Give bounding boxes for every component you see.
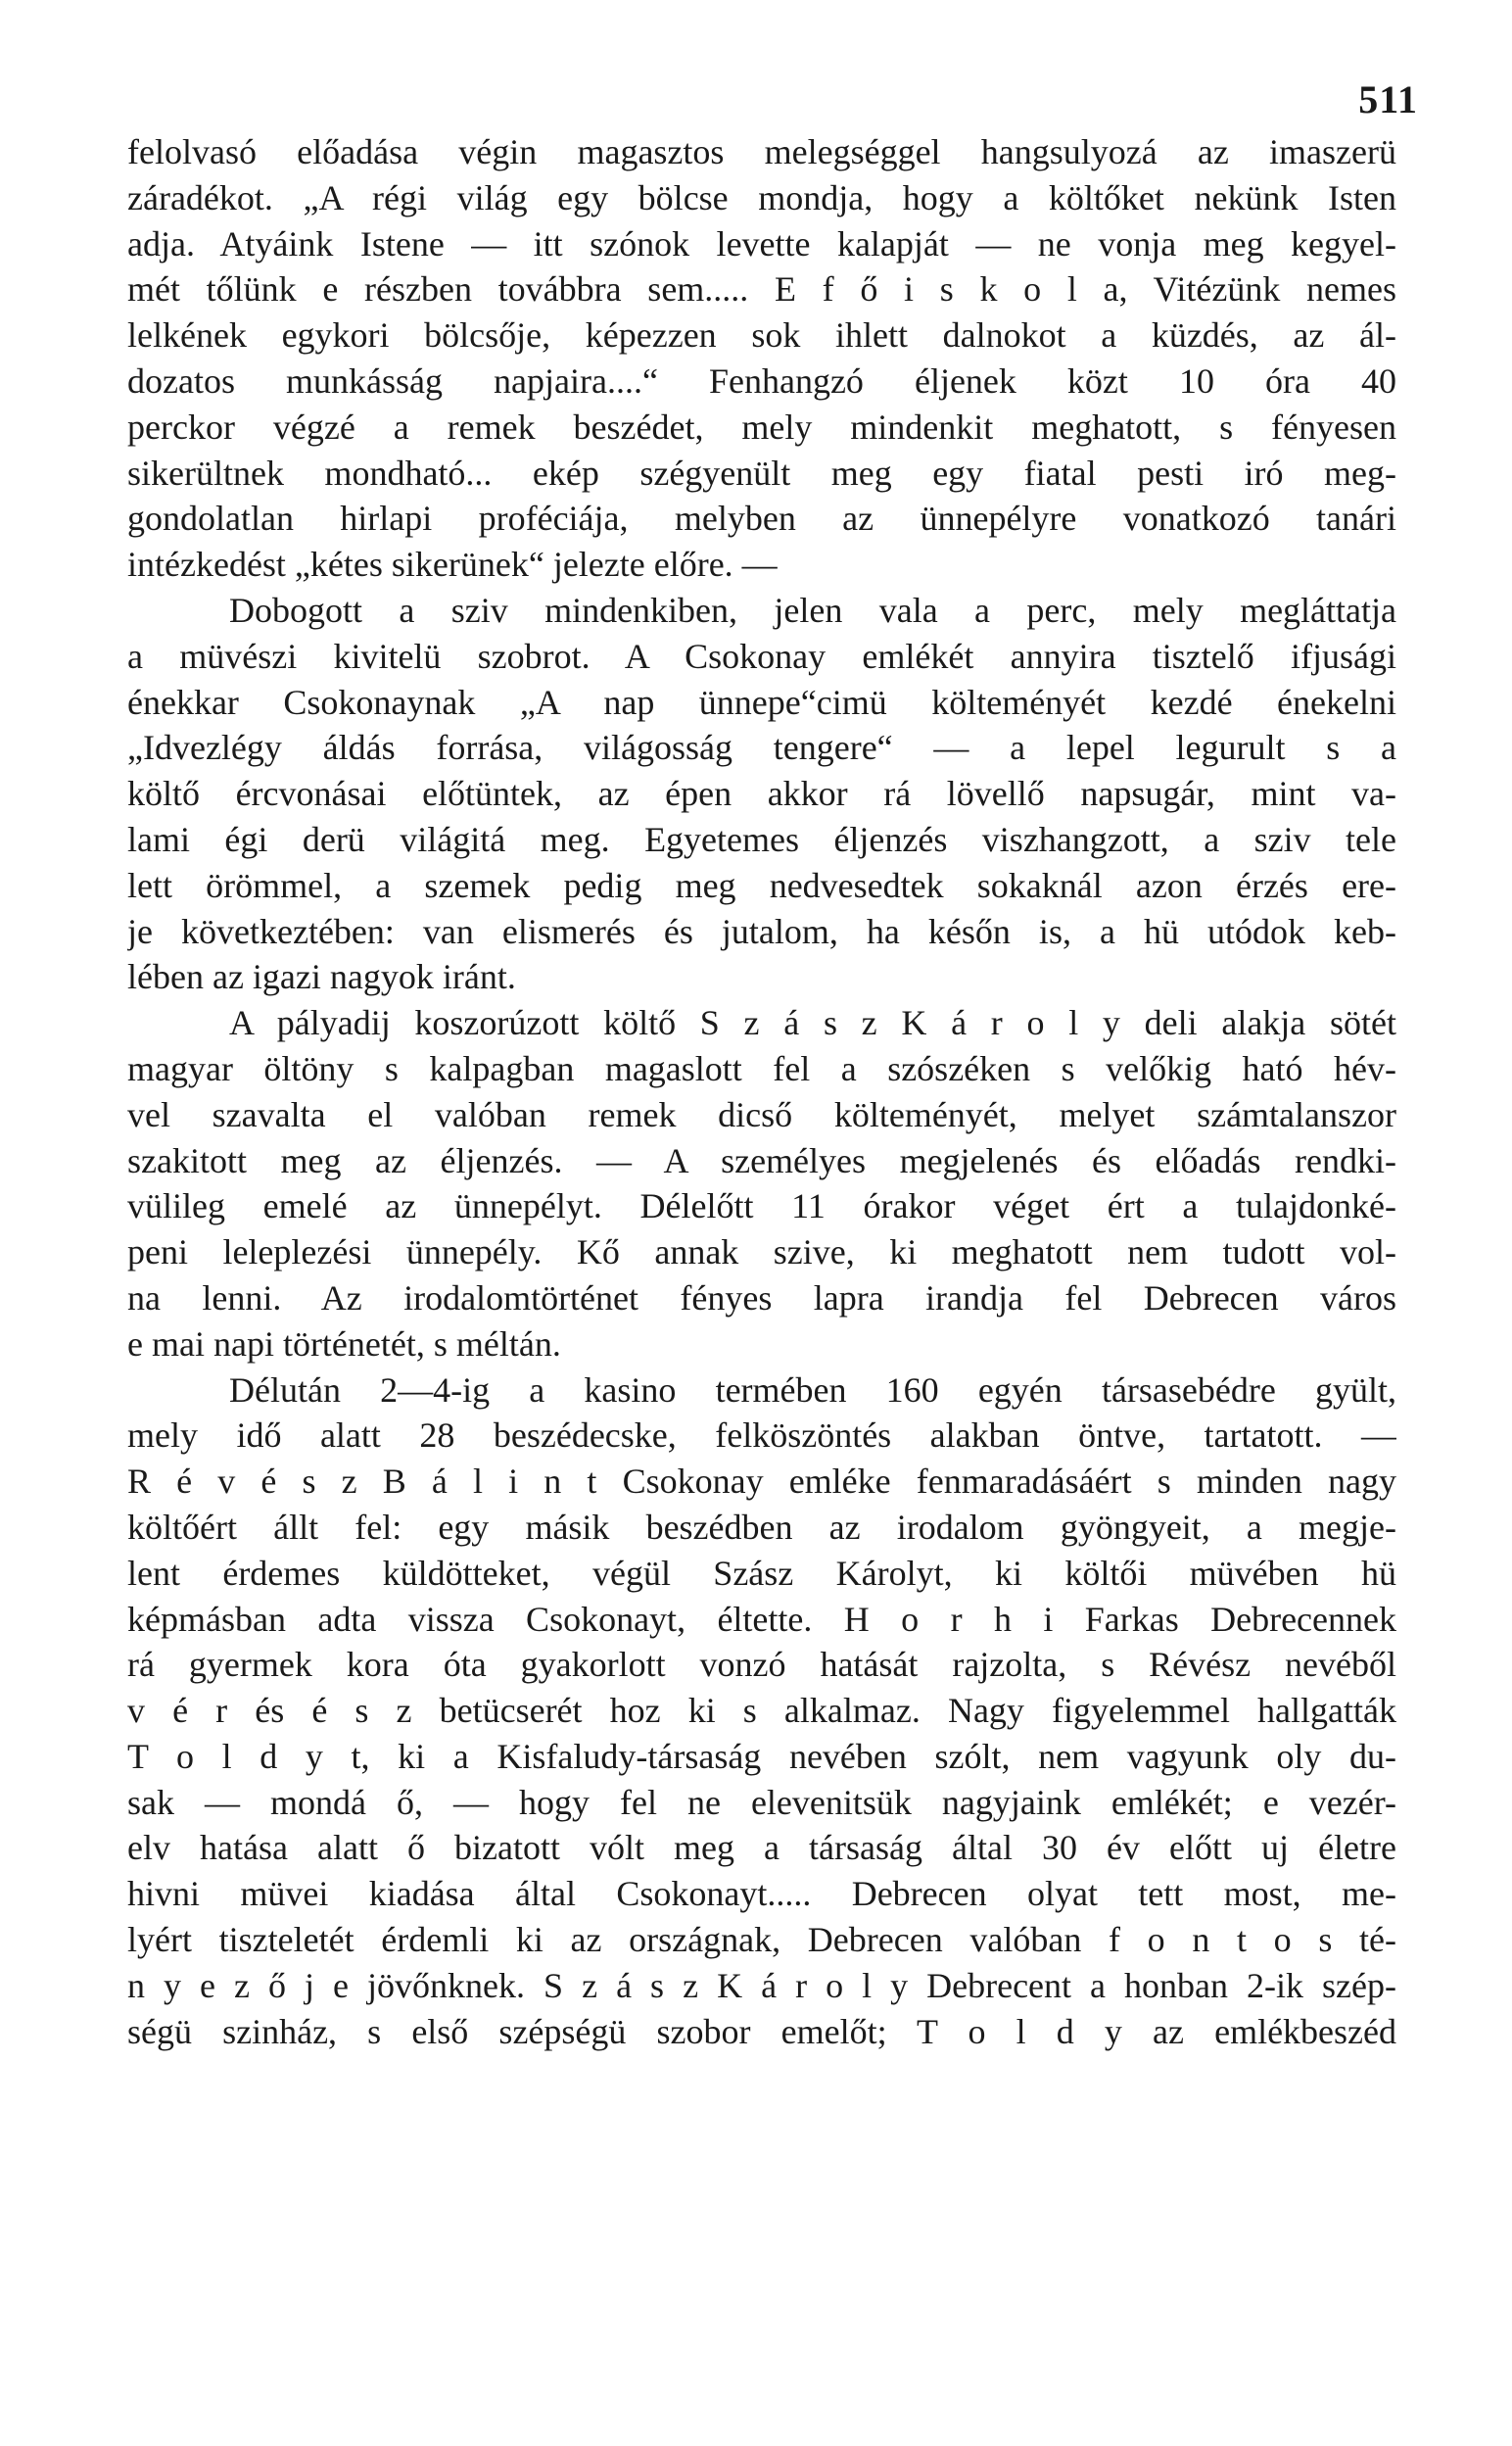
text-line: költő ércvonásai előtüntek, az épen akkor rá lövellő napsugár, mint va- (127, 774, 1396, 814)
text-line: v é r és é s z betücserét hoz ki s alkalmaz. Nagy figyelemmel hallgatták (127, 1691, 1396, 1731)
text-line: Délután 2—4-ig a kasino termében 160 egyén társasebédre gyült, (229, 1369, 1396, 1410)
text-line: Dobogott a sziv mindenkiben, jelen vala a perc, mely megláttatja (229, 590, 1396, 630)
text-line: „Idvezlégy áldás forrása, világosság tengere“ — a lepel legurult s a (127, 728, 1396, 768)
text-line: lami égi derü világitá meg. Egyetemes éljenzés viszhangzott, a sziv tele (127, 819, 1396, 859)
text-line: képmásban adta vissza Csokonayt, éltette. H o r h i Farkas Debrecennek (127, 1599, 1396, 1639)
text-line: szakitott meg az éljenzés. — A személyes megjelenés és előadás rendki- (127, 1140, 1396, 1180)
text-line: lyért tiszteletét érdemli ki az országnak, Debrecen valóban f o n t o s té- (127, 1920, 1396, 1960)
text-line: rá gyermek kora óta gyakorlott vonzó hatását rajzolta, s Révész nevéből (127, 1645, 1396, 1685)
text-line: elv hatása alatt ő bizatott vólt meg a társaság által 30 év előtt uj életre (127, 1828, 1396, 1868)
text-line: vel szavalta el valóban remek dicső költeményét, melyet számtalanszor (127, 1094, 1396, 1134)
text-line: na lenni. Az irodalomtörténet fényes lapra irandja fel Debrecen város (127, 1277, 1396, 1318)
text-line: sak — mondá ő, — hogy fel ne elevenitsük nagyjaink emlékét; e vezér- (127, 1782, 1396, 1822)
text-line: je következtében: van elismerés és jutalom, ha későn is, a hü utódok keb- (127, 911, 1396, 951)
text-line: lett örömmel, a szemek pedig meg nedvesedtek sokaknál azon érzés ere- (127, 865, 1396, 905)
text-line: peni leleplezési ünnepély. Kő annak szive, ki meghatott nem tudott vol- (127, 1232, 1396, 1272)
text-line: hivni müvei kiadása által Csokonayt..... Debrecen olyat tett most, me- (127, 1874, 1396, 1914)
text-line: énekkar Csokonaynak „A nap ünnepe“cimü költeményét kezdé énekelni (127, 682, 1396, 722)
text-line: vülileg emelé az ünnepélyt. Délelőtt 11 órakor véget ért a tulajdonké- (127, 1186, 1396, 1226)
page-number: 511 (1358, 77, 1418, 121)
text-line: n y e z ő j e jövőnknek. S z á s z K á r o l y Debrecent a honban 2-ik szép- (127, 1965, 1396, 2005)
text-line: mét tőlünk e részben továbbra sem..... E f ő i s k o l a, Vitézünk nemes (127, 269, 1396, 310)
text-line: lében az igazi nagyok iránt. (127, 957, 516, 997)
text-line: intézkedést „kétes sikerünek“ jelezte előre. — (127, 545, 778, 585)
text-line: gondolatlan hirlapi proféciája, melyben az ünnepélyre vonatkozó tanári (127, 499, 1396, 539)
text-line: A pályadij koszorúzott költő S z á s z K á r o l y deli alakja sötét (229, 1003, 1396, 1043)
text-line: T o l d y t, ki a Kisfaludy-társaság nevében szólt, nem vagyunk oly du- (127, 1736, 1396, 1776)
text-line: lent érdemes küldötteket, végül Szász Károlyt, ki költői müvében hü (127, 1553, 1396, 1593)
text-line: magyar öltöny s kalpagban magaslott fel a szószéken s velőkig ható hév- (127, 1048, 1396, 1088)
text-line: sikerültnek mondható... ekép szégyenült meg egy fiatal pesti iró meg- (127, 453, 1396, 493)
text-line: perckor végzé a remek beszédet, mely mindenkit meghatott, s fényesen (127, 407, 1396, 447)
text-line: ségü szinház, s első szépségü szobor emelőt; T o l d y az emlékbeszéd (127, 2011, 1396, 2051)
text-line: adja. Atyáink Istene — itt szónok levette kalapját — ne vonja meg kegyel- (127, 223, 1396, 264)
text-line: lelkének egykori bölcsője, képezzen sok ihlett dalnokot a küzdés, az ál- (127, 315, 1396, 356)
body-text (127, 129, 1396, 2054)
text-line: a müvészi kivitelü szobrot. A Csokonay emlékét annyira tisztelő ifjusági (127, 636, 1396, 676)
text-line: felolvasó előadása végin magasztos melegséggel hangsulyozá az imaszerü (127, 132, 1396, 171)
text-line: R é v é s z B á l i n t Csokonay emléke fenmaradásáért s minden nagy (127, 1462, 1396, 1502)
text-line: záradékot. „A régi világ egy bölcse mondja, hogy a költőket nekünk Isten (127, 177, 1396, 217)
text-line: dozatos munkásság napjaira....“ Fenhangzó éljenek közt 10 óra 40 (127, 360, 1396, 401)
text-line: költőért állt fel: egy másik beszédben az irodalom gyöngyeit, a megje- (127, 1507, 1396, 1547)
text-line: mely idő alatt 28 beszédecske, felköszöntés alakban öntve, tartatott. — (127, 1415, 1396, 1456)
text-line: e mai napi történetét, s méltán. (127, 1323, 561, 1364)
